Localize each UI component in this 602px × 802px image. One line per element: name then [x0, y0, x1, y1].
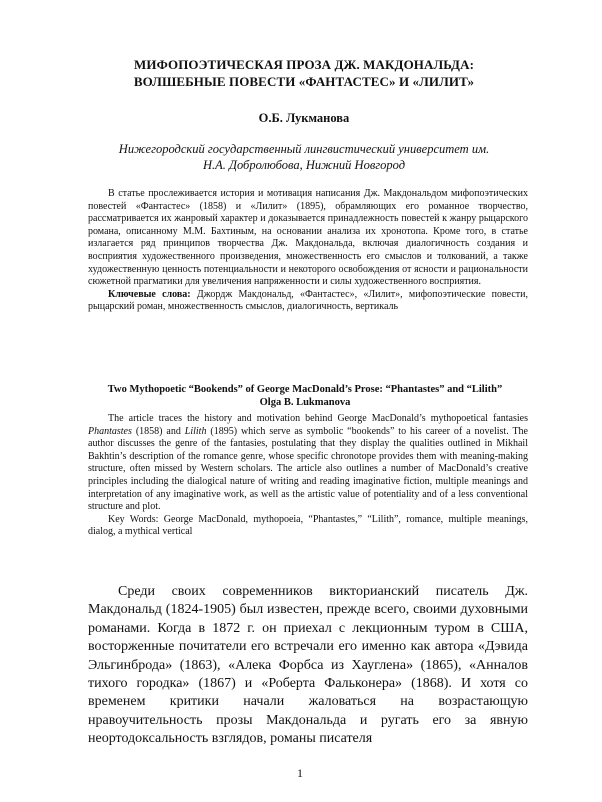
abstract-en-text	[88, 413, 528, 514]
body-text	[88, 583, 528, 749]
keywords-en-label: Key Words:	[108, 513, 159, 525]
keywords-ru-label: Ключевые слова:	[108, 288, 191, 300]
title-line-2: ВОЛШЕБНЫЕ ПОВЕСТИ «ФАНТАСТЕС» И «ЛИЛИТ»	[133, 74, 475, 89]
abstract-en-italic-phantastes: Phantastes	[88, 425, 132, 437]
affiliation-line-2: Н.А. Добролюбова, Нижний Новгород	[202, 158, 406, 172]
page-number: 1	[297, 766, 303, 780]
keywords-ru-text: Джордж Макдональд, «Фантастес», «Лилит», мифопоэтические повести, рыцарский роман, множественность смыслов, диалогичность, вертикаль	[88, 288, 528, 313]
abstract-english	[88, 413, 528, 539]
abstract-russian	[88, 188, 528, 314]
keywords-en-text: George MacDonald, mythopoeia, “Phantastes,” “Lilith”, romance, multiple meanings, dialog, a mythical vertical	[88, 513, 528, 538]
author-name: О.Б. Лукманова	[258, 111, 350, 125]
affiliation	[60, 141, 548, 173]
body-paragraph: Среди своих современников викторианский писатель Дж. Макдональд (1824-1905) был известен, прежде всего, своими духовными романами. Когда в 1872 г. он приехал с лекционным туром в США, восторженные почитатели его встречали его именно как автора «Дэвида Эльгинброда» (1863), «Алека Форбса из Хауглена» (1865), «Анналов тихого городка» (1867) и «Роберта Фальконера» (1868). И хотя со временем критики начали жаловаться на возрастающую нравоучительность прозы Макдональда и ругать его за явную неортодоксальность взглядов, романы писателя	[88, 584, 528, 747]
english-author: Olga B. Lukmanova	[259, 397, 351, 408]
keywords-en	[88, 514, 528, 539]
abstract-en-part2: (1858) and	[131, 425, 185, 437]
english-title-block	[60, 383, 550, 409]
english-title: Two Mythopoetic “Bookends” of George MacDonald’s Prose: “Phantastes” and “Lilith”	[107, 384, 503, 395]
abstract-ru-text: В статье прослеживается история и мотивация написания Дж. Макдональдом мифопоэтических повестей «Фантастес» (1858) и «Лилит» (1895), обрамляющих его романное творчество, рассматривается их жанровый характер и доказывается принадлежность повестей к жанру рыцарского романа, описанному М.М. Бахтиным, на основании анализа их хронотопа. Кроме того, в статье излагается ряд принципов творчества Дж. Макдональда, включая диалогичность создания и восприятия художественного произведения, множественность его смыслов и толкований, а также художественную ценность потенциальности и некоторого освобождения от ясности и рациональности сюжетной прагматики для увеличения напряженности и силы художественного восприятия.	[88, 188, 528, 288]
affiliation-line-1: Нижегородский государственный лингвистический университет им.	[118, 142, 490, 156]
abstract-en-part3: (1895) which serve as symbolic “bookends” to his career of a novelist. The author discusses the genre of the fantasies, postulating that they display the qualities outlined in Mikhail Bakhtin’s description of the romance genre, whose specific chronotope provides them with meaning-making structure, often missed by Western scholars. The article also outlines a number of MacDonald’s creative principles including the dialogical nature of writing and reading imaginative fiction, multiple meanings and interpretation of any imaginative work, as well as the artistic value of potentiality and of a less conventional structure and plot.	[88, 425, 528, 513]
abstract-en-italic-lilith: Lilith	[184, 425, 207, 437]
title-line-1: МИФОПОЭТИЧЕСКАЯ ПРОЗА ДЖ. МАКДОНАЛЬДА:	[133, 57, 474, 72]
keywords-ru	[88, 289, 528, 314]
paper-title	[60, 56, 548, 90]
abstract-en-part1: The article traces the history and motivation behind George MacDonald’s mythopoetical fantasies	[108, 413, 528, 424]
